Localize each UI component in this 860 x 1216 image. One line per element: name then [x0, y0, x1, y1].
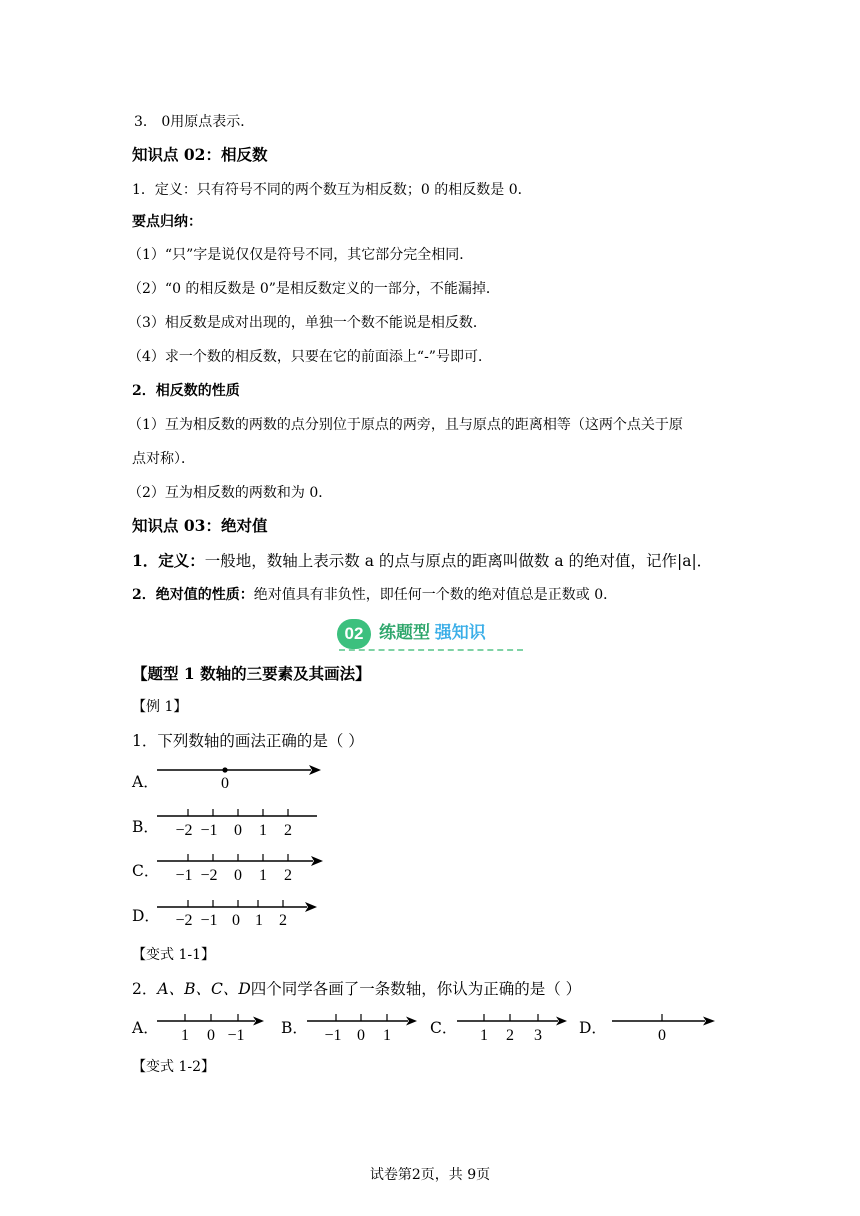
q1-option-a-number-line [155, 760, 325, 794]
tick-label: 1 [480, 1027, 488, 1044]
tick-label: 2 [284, 867, 292, 884]
kp2-property-1a: （1）互为相反数的两数的点分别位于原点的两旁，且与原点的距离相等（这两个点关于原 [128, 417, 683, 433]
tick-label: 1 [383, 1027, 391, 1044]
q2-option-a-number-line [155, 1010, 270, 1044]
tick-label: 2 [506, 1027, 514, 1044]
tick-label: 0 [357, 1027, 365, 1044]
tick-label: 1 [255, 912, 263, 929]
tick-label: 1 [181, 1027, 189, 1044]
variant-1-1-label: 【变式 1-1】 [132, 947, 215, 963]
tick-label: −1 [175, 867, 193, 884]
kp3-property [132, 586, 617, 604]
tick-label: 0 [234, 867, 242, 884]
q2-body: 四个同学各画了一条数轴，你认为正确的是（ ） [250, 980, 582, 998]
q1-option-d-label: D． [132, 907, 160, 925]
banner-number-badge: 02 [337, 619, 371, 649]
tick-label: −2 [175, 822, 193, 839]
tick-label: 0 [232, 912, 240, 929]
line-origin: 3． 0用原点表示． [134, 114, 255, 130]
q1-option-b-label: B． [132, 818, 159, 836]
kp2-definition: 1．定义：只有符号不同的两个数互为相反数；0 的相反数是 0． [132, 182, 532, 198]
kp3-definition-text: 一般地，数轴上表示数 a 的点与原点的距离叫做数 a 的绝对值，记作|a|． [204, 552, 713, 570]
q2-option-c-number-line [455, 1010, 575, 1044]
kp2-summary-label: 要点归纳： [132, 214, 202, 230]
kp2-property-title: 2．相反数的性质 [132, 383, 240, 399]
question-1-text: 1．下列数轴的画法正确的是（ ） [132, 732, 364, 750]
tick-label: 3 [534, 1027, 542, 1044]
question-2-text [132, 980, 581, 998]
tick-label: 0 [234, 822, 242, 839]
tick-label: 2 [279, 912, 287, 929]
banner-text [379, 622, 486, 644]
tick-label: −1 [227, 1027, 245, 1044]
tick-label: 0 [658, 1027, 666, 1044]
q2-option-c-label: C． [430, 1019, 458, 1037]
tick-label: −2 [200, 867, 218, 884]
tick-label: 1 [259, 822, 267, 839]
variant-1-2-label: 【变式 1-2】 [132, 1059, 215, 1075]
q1-option-a-label: A． [132, 773, 159, 791]
q2-option-a-label: A． [132, 1019, 159, 1037]
tick-label: −1 [200, 822, 218, 839]
kp3-definition-label: 1．定义： [132, 551, 205, 570]
type1-title: 【题型 1 数轴的三要素及其画法】 [132, 664, 371, 683]
banner-text-part2: 强知识 [434, 623, 486, 642]
origin-point [222, 767, 227, 772]
kp3-title: 知识点 03：绝对值 [132, 516, 268, 535]
q2-option-d-label: D． [579, 1019, 607, 1037]
q1-option-b-number-line [155, 805, 325, 839]
tick-label: −2 [175, 912, 193, 929]
tick-label: 0 [221, 775, 229, 792]
kp2-title: 知识点 02：相反数 [132, 145, 268, 164]
tick-label: −1 [200, 912, 218, 929]
q2-number: 2． [132, 980, 158, 998]
kp2-point-4: （4）求一个数的相反数，只要在它的前面添上“-”号即可． [128, 349, 492, 365]
kp2-property-1b: 点对称）． [132, 451, 195, 467]
page-footer: 试卷第2页，共 9页 [369, 1167, 491, 1183]
banner-underline [339, 649, 523, 651]
q1-option-c-number-line [155, 850, 330, 884]
kp2-point-2: （2）“0 的相反数是 0”是相反数定义的一部分，不能漏掉． [128, 281, 500, 297]
kp2-point-3: （3）相反数是成对出现的，单独一个数不能说是相反数． [128, 315, 487, 331]
q1-option-d-number-line [155, 896, 325, 930]
q2-option-b-label: B． [281, 1019, 308, 1037]
q2-option-b-number-line [305, 1010, 420, 1044]
q1-option-c-label: C． [132, 862, 160, 880]
tick-label: 2 [284, 822, 292, 839]
tick-label: 0 [207, 1027, 215, 1044]
q2-option-d-number-line [610, 1010, 725, 1044]
tick-label: −1 [324, 1027, 342, 1044]
banner-text-part1: 练题型 [379, 623, 430, 642]
section-banner [337, 618, 523, 652]
q2-students: A、B、C、D [157, 980, 251, 998]
kp3-property-label: 2．绝对值的性质： [132, 587, 254, 603]
tick-label: 1 [259, 867, 267, 884]
kp2-point-1: （1）“只”字是说仅仅是符号不同，其它部分完全相同． [128, 247, 474, 263]
example-label: 【例 1】 [132, 699, 188, 715]
kp2-property-2: （2）互为相反数的两数和为 0． [128, 485, 333, 501]
kp3-property-text: 绝对值具有非负性，即任何一个数的绝对值总是正数或 0． [253, 587, 618, 603]
kp3-definition [132, 552, 712, 570]
